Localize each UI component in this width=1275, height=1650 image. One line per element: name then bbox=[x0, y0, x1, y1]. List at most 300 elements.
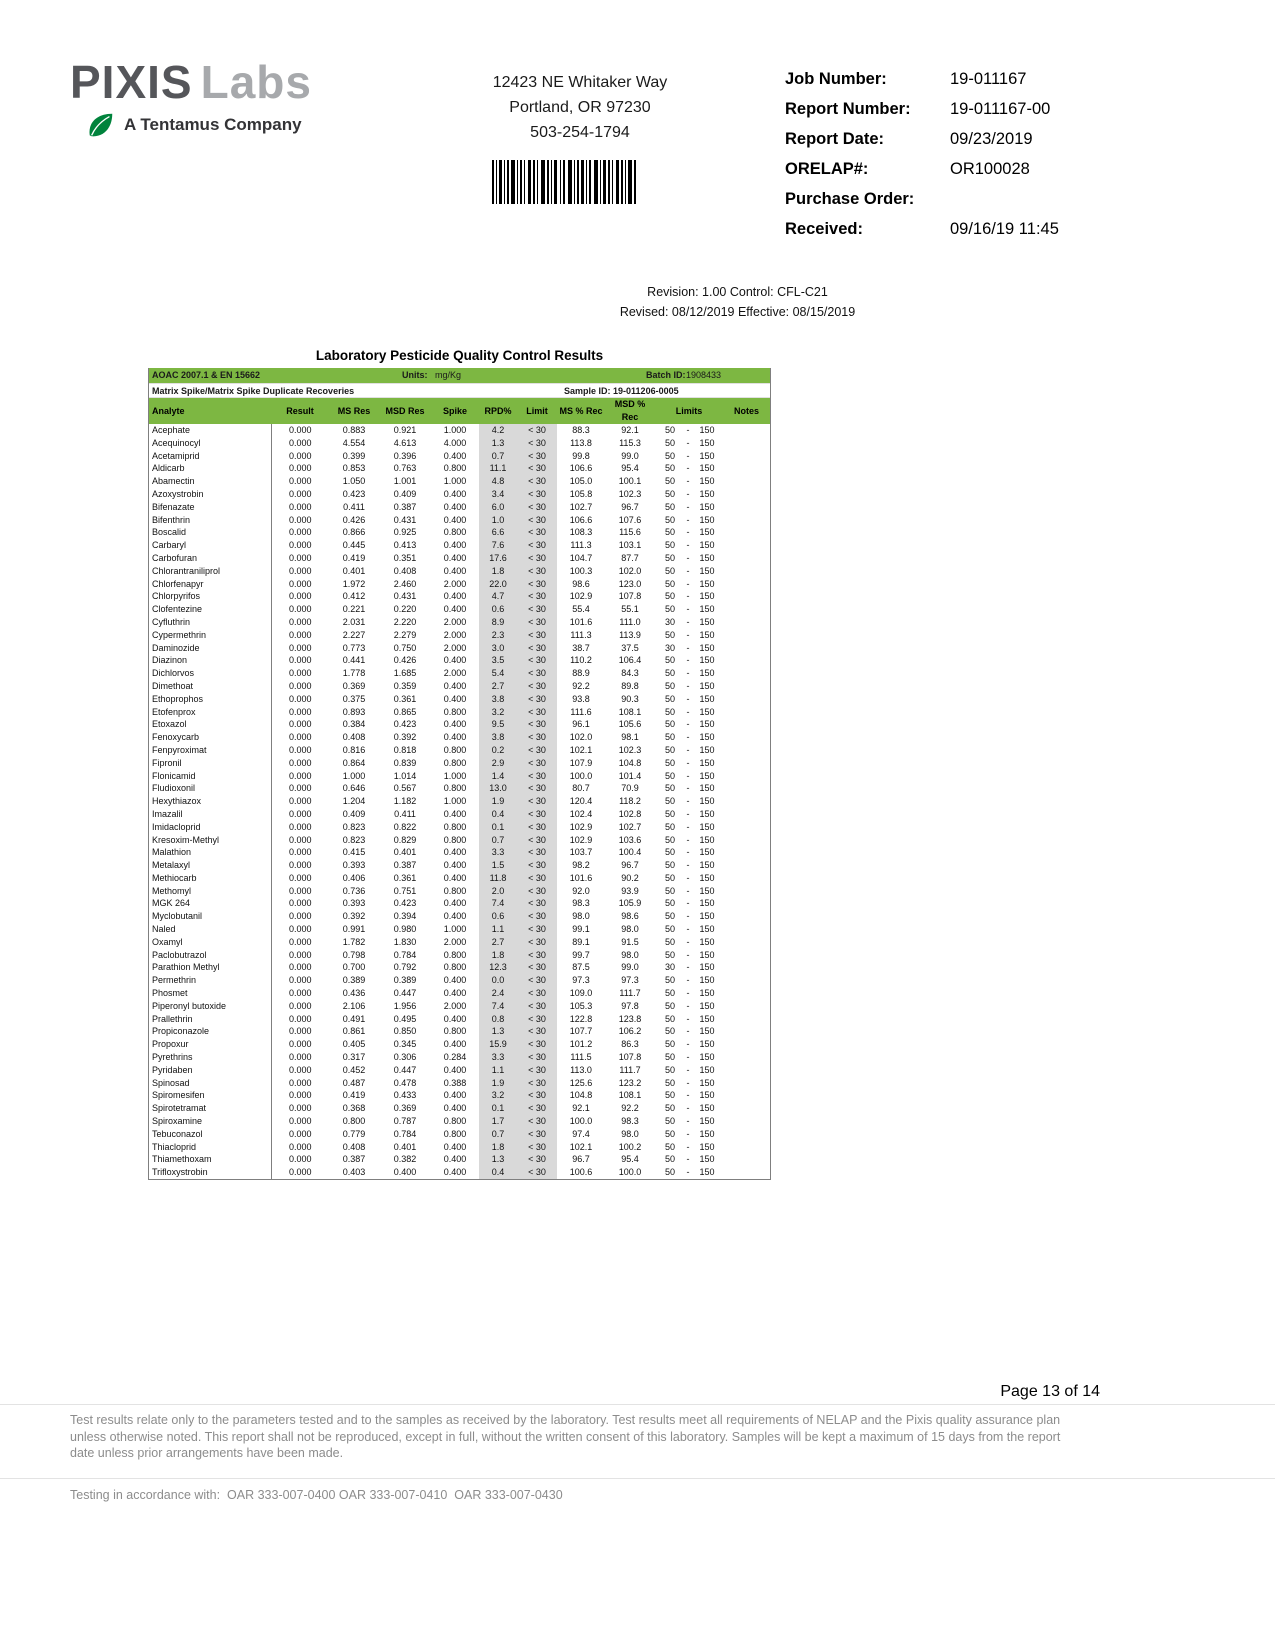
table-row bbox=[149, 1166, 770, 1179]
notes-cell bbox=[723, 526, 770, 539]
table-row bbox=[149, 1000, 770, 1013]
spike-cell: 2.000 bbox=[443, 629, 467, 640]
ms-res-cell: 0.406 bbox=[342, 872, 366, 883]
msd-res-cell: 2.460 bbox=[393, 578, 417, 589]
rpd-cell: 0.1 bbox=[479, 821, 517, 834]
table-row bbox=[149, 1089, 770, 1102]
qc-table bbox=[148, 368, 771, 1180]
table-row bbox=[149, 897, 770, 910]
spike-cell: 2.000 bbox=[443, 578, 467, 589]
col-header-analyte: Analyte bbox=[149, 398, 271, 424]
msd-res-cell: 0.839 bbox=[393, 757, 417, 768]
info-row-report-date bbox=[785, 130, 1205, 160]
msd-res-cell: 0.408 bbox=[393, 565, 417, 576]
notes-cell bbox=[723, 616, 770, 629]
result-cell: 0.000 bbox=[288, 463, 312, 474]
analyte-cell: Permethrin bbox=[149, 974, 271, 987]
analyte-cell: Fipronil bbox=[149, 757, 271, 770]
limit-cell: < 30 bbox=[517, 488, 557, 501]
result-cell: 0.000 bbox=[288, 540, 312, 551]
ms-rec-cell: 92.0 bbox=[572, 885, 590, 896]
msd-rec-cell: 89.8 bbox=[621, 680, 639, 691]
table-row bbox=[149, 514, 770, 527]
ms-rec-cell: 99.8 bbox=[572, 450, 590, 461]
msd-res-cell: 0.411 bbox=[394, 808, 416, 819]
spike-cell: 2.000 bbox=[443, 642, 467, 653]
orelap-value: OR100028 bbox=[950, 160, 1030, 178]
limit-cell: < 30 bbox=[517, 693, 557, 706]
rpd-cell: 3.2 bbox=[479, 706, 517, 719]
ms-rec-cell: 93.8 bbox=[572, 693, 590, 704]
msd-res-cell: 0.792 bbox=[393, 962, 417, 973]
spike-cell: 0.400 bbox=[443, 732, 467, 743]
analyte-cell: Paclobutrazol bbox=[149, 949, 271, 962]
ms-rec-cell: 55.4 bbox=[572, 604, 590, 615]
msd-rec-cell: 87.7 bbox=[621, 552, 639, 563]
msd-res-cell: 0.980 bbox=[393, 924, 417, 935]
ms-res-cell: 0.369 bbox=[342, 680, 366, 691]
rpd-cell: 12.3 bbox=[479, 961, 517, 974]
received-label: Received: bbox=[785, 220, 863, 238]
rpd-cell: 3.2 bbox=[479, 1089, 517, 1102]
analyte-cell: Acetamiprid bbox=[149, 450, 271, 463]
msd-res-cell: 1.014 bbox=[393, 770, 417, 781]
analyte-cell: Thiamethoxam bbox=[149, 1153, 271, 1166]
limits-cell: 50 - 150 bbox=[664, 924, 715, 935]
msd-rec-cell: 123.8 bbox=[618, 1013, 642, 1024]
notes-cell bbox=[723, 1089, 770, 1102]
orelap-label: ORELAP#: bbox=[785, 160, 869, 178]
column-header-row bbox=[149, 398, 770, 424]
result-cell: 0.000 bbox=[288, 616, 312, 627]
analyte-cell: Methiocarb bbox=[149, 872, 271, 885]
ms-res-cell: 0.399 bbox=[342, 450, 366, 461]
table-row bbox=[149, 923, 770, 936]
ms-rec-cell: 96.7 bbox=[572, 1154, 590, 1165]
analyte-cell: Abamectin bbox=[149, 475, 271, 488]
msd-res-cell: 0.850 bbox=[393, 1026, 417, 1037]
notes-cell bbox=[723, 782, 770, 795]
limit-cell: < 30 bbox=[517, 603, 557, 616]
limit-cell: < 30 bbox=[517, 501, 557, 514]
result-cell: 0.000 bbox=[288, 821, 312, 832]
ms-res-cell: 0.816 bbox=[342, 744, 366, 755]
ms-rec-cell: 105.0 bbox=[569, 476, 593, 487]
limit-cell: < 30 bbox=[517, 514, 557, 527]
table-row bbox=[149, 680, 770, 693]
analyte-cell: Imidacloprid bbox=[149, 821, 271, 834]
result-cell: 0.000 bbox=[288, 796, 312, 807]
msd-res-cell: 1.001 bbox=[393, 476, 417, 487]
notes-cell bbox=[723, 770, 770, 783]
table-row bbox=[149, 1051, 770, 1064]
result-cell: 0.000 bbox=[288, 1103, 312, 1114]
ms-res-cell: 0.419 bbox=[342, 552, 366, 563]
batch-id-label: Batch ID: bbox=[646, 370, 686, 380]
ms-rec-cell: 99.7 bbox=[572, 949, 590, 960]
msd-res-cell: 0.401 bbox=[393, 1141, 417, 1152]
msd-res-cell: 0.396 bbox=[393, 450, 417, 461]
rpd-cell: 1.1 bbox=[479, 1064, 517, 1077]
rpd-cell: 9.5 bbox=[479, 718, 517, 731]
spike-cell: 0.800 bbox=[443, 821, 467, 832]
table-row bbox=[149, 974, 770, 987]
result-cell: 0.000 bbox=[288, 578, 312, 589]
notes-cell bbox=[723, 706, 770, 719]
msd-rec-cell: 90.2 bbox=[621, 872, 639, 883]
result-cell: 0.000 bbox=[288, 668, 312, 679]
ms-res-cell: 0.403 bbox=[342, 1167, 366, 1178]
ms-rec-cell: 102.9 bbox=[569, 591, 593, 602]
limit-cell: < 30 bbox=[517, 1025, 557, 1038]
ms-res-cell: 1.972 bbox=[342, 578, 366, 589]
notes-cell bbox=[723, 629, 770, 642]
limit-cell: < 30 bbox=[517, 654, 557, 667]
ms-rec-cell: 109.0 bbox=[569, 988, 593, 999]
ms-res-cell: 0.853 bbox=[342, 463, 366, 474]
address-line-3: 503-254-1794 bbox=[530, 124, 630, 141]
limits-cell: 50 - 150 bbox=[664, 629, 715, 640]
ms-rec-cell: 122.8 bbox=[569, 1013, 593, 1024]
address-line-2: Portland, OR 97230 bbox=[509, 99, 651, 116]
result-cell: 0.000 bbox=[288, 719, 312, 730]
analyte-cell: Parathion Methyl bbox=[149, 961, 271, 974]
msd-res-cell: 0.394 bbox=[393, 911, 417, 922]
limit-cell: < 30 bbox=[517, 872, 557, 885]
limits-cell: 50 - 150 bbox=[664, 463, 715, 474]
table-row bbox=[149, 872, 770, 885]
msd-res-cell: 2.220 bbox=[393, 616, 417, 627]
result-cell: 0.000 bbox=[288, 693, 312, 704]
ms-rec-cell: 113.8 bbox=[570, 437, 592, 448]
rpd-cell: 1.9 bbox=[479, 1077, 517, 1090]
ms-res-cell: 0.883 bbox=[342, 425, 366, 435]
result-cell: 0.000 bbox=[288, 949, 312, 960]
ms-rec-cell: 105.8 bbox=[569, 488, 593, 499]
table-row bbox=[149, 795, 770, 808]
spike-cell: 0.800 bbox=[443, 834, 467, 845]
notes-cell bbox=[723, 936, 770, 949]
spike-cell: 0.284 bbox=[443, 1052, 467, 1063]
ms-rec-cell: 92.2 bbox=[572, 680, 590, 691]
limits-cell: 30 - 150 bbox=[664, 962, 715, 973]
rpd-cell: 1.8 bbox=[479, 949, 517, 962]
limit-cell: < 30 bbox=[517, 1038, 557, 1051]
msd-res-cell: 0.409 bbox=[393, 488, 417, 499]
msd-rec-cell: 86.3 bbox=[621, 1039, 639, 1050]
rpd-cell: 15.9 bbox=[479, 1038, 517, 1051]
table-row bbox=[149, 1038, 770, 1051]
result-cell: 0.000 bbox=[288, 962, 312, 973]
analyte-cell: Fenoxycarb bbox=[149, 731, 271, 744]
spike-cell: 0.800 bbox=[443, 527, 467, 538]
msd-res-cell: 0.818 bbox=[393, 744, 417, 755]
ms-res-cell: 0.393 bbox=[342, 860, 366, 871]
ms-res-cell: 0.823 bbox=[342, 821, 366, 832]
limit-cell: < 30 bbox=[517, 667, 557, 680]
table-row bbox=[149, 706, 770, 719]
col-header-notes: Notes bbox=[723, 398, 770, 424]
rpd-cell: 1.4 bbox=[479, 770, 517, 783]
table-row bbox=[149, 910, 770, 923]
table-row bbox=[149, 603, 770, 616]
ms-res-cell: 0.452 bbox=[342, 1064, 366, 1075]
msd-rec-cell: 98.0 bbox=[621, 924, 639, 935]
result-cell: 0.000 bbox=[288, 924, 312, 935]
msd-rec-cell: 96.7 bbox=[621, 860, 639, 871]
info-row-orelap bbox=[785, 160, 1205, 190]
spike-cell: 0.400 bbox=[443, 604, 467, 615]
msd-res-cell: 0.829 bbox=[393, 834, 417, 845]
notes-cell bbox=[723, 885, 770, 898]
limits-cell: 50 - 150 bbox=[664, 936, 715, 947]
ms-res-cell: 1.000 bbox=[342, 770, 366, 781]
msd-rec-cell: 84.3 bbox=[621, 668, 639, 679]
table-row bbox=[149, 488, 770, 501]
rpd-cell: 3.3 bbox=[479, 846, 517, 859]
sample-id bbox=[564, 384, 679, 399]
table-row bbox=[149, 718, 770, 731]
ms-res-cell: 0.392 bbox=[342, 911, 366, 922]
analyte-cell: Dichlorvos bbox=[149, 667, 271, 680]
limits-cell: 50 - 150 bbox=[664, 796, 715, 807]
analyte-cell: Acephate bbox=[149, 424, 271, 437]
limits-cell: 50 - 150 bbox=[664, 834, 715, 845]
ms-rec-cell: 111.3 bbox=[570, 629, 592, 640]
page-number: Page 13 of 14 bbox=[1000, 1383, 1100, 1400]
spike-cell: 0.400 bbox=[443, 565, 467, 576]
table-row bbox=[149, 629, 770, 642]
msd-res-cell: 0.925 bbox=[393, 527, 417, 538]
result-cell: 0.000 bbox=[288, 565, 312, 576]
msd-res-cell: 0.401 bbox=[393, 847, 417, 858]
msd-res-cell: 0.751 bbox=[393, 885, 417, 896]
rpd-cell: 17.6 bbox=[479, 552, 517, 565]
msd-rec-cell: 102.3 bbox=[618, 488, 642, 499]
ms-res-cell: 0.412 bbox=[342, 591, 366, 602]
rpd-cell: 1.8 bbox=[479, 565, 517, 578]
rpd-cell: 1.7 bbox=[479, 1115, 517, 1128]
limit-cell: < 30 bbox=[517, 1153, 557, 1166]
spike-cell: 0.400 bbox=[443, 1103, 467, 1114]
analyte-cell: Spinosad bbox=[149, 1077, 271, 1090]
analyte-cell: Hexythiazox bbox=[149, 795, 271, 808]
result-cell: 0.000 bbox=[288, 898, 312, 909]
limits-cell: 50 - 150 bbox=[664, 872, 715, 883]
revision-block bbox=[555, 282, 920, 322]
notes-cell bbox=[723, 821, 770, 834]
notes-cell bbox=[723, 731, 770, 744]
limits-cell: 50 - 150 bbox=[664, 744, 715, 755]
ms-res-cell: 0.800 bbox=[342, 1116, 366, 1127]
msd-rec-cell: 115.6 bbox=[619, 527, 641, 538]
limit-cell: < 30 bbox=[517, 424, 557, 437]
limit-cell: < 30 bbox=[517, 539, 557, 552]
table-row bbox=[149, 424, 770, 437]
analyte-cell: Cypermethrin bbox=[149, 629, 271, 642]
table-row bbox=[149, 437, 770, 450]
limit-cell: < 30 bbox=[517, 961, 557, 974]
rpd-cell: 0.6 bbox=[479, 910, 517, 923]
msd-rec-cell: 107.8 bbox=[618, 1052, 642, 1063]
notes-cell bbox=[723, 1077, 770, 1090]
limit-cell: < 30 bbox=[517, 1077, 557, 1090]
report-number-label: Report Number: bbox=[785, 100, 911, 118]
limits-cell: 50 - 150 bbox=[664, 501, 715, 512]
limit-cell: < 30 bbox=[517, 1128, 557, 1141]
analyte-cell: Bifenthrin bbox=[149, 514, 271, 527]
table-row bbox=[149, 1102, 770, 1115]
limits-cell: 50 - 150 bbox=[664, 488, 715, 499]
col-header-limits: Limits bbox=[655, 398, 723, 424]
spike-cell: 0.800 bbox=[443, 962, 467, 973]
purchase-order-label: Purchase Order: bbox=[785, 190, 915, 208]
result-cell: 0.000 bbox=[288, 425, 312, 435]
limits-cell: 50 - 150 bbox=[664, 1167, 715, 1178]
result-cell: 0.000 bbox=[288, 732, 312, 743]
limit-cell: < 30 bbox=[517, 949, 557, 962]
limits-cell: 50 - 150 bbox=[664, 450, 715, 461]
msd-res-cell: 0.431 bbox=[393, 514, 417, 525]
limits-cell: 50 - 150 bbox=[664, 552, 715, 563]
analyte-cell: Azoxystrobin bbox=[149, 488, 271, 501]
ms-rec-cell: 111.5 bbox=[570, 1052, 592, 1063]
rpd-cell: 1.5 bbox=[479, 859, 517, 872]
spike-cell: 2.000 bbox=[443, 1000, 467, 1011]
limit-cell: < 30 bbox=[517, 1115, 557, 1128]
rpd-cell: 2.0 bbox=[479, 885, 517, 898]
limit-cell: < 30 bbox=[517, 565, 557, 578]
result-cell: 0.000 bbox=[288, 1128, 312, 1139]
table-row bbox=[149, 590, 770, 603]
result-cell: 0.000 bbox=[288, 629, 312, 640]
notes-cell bbox=[723, 642, 770, 655]
result-cell: 0.000 bbox=[288, 860, 312, 871]
spike-cell: 0.400 bbox=[443, 1039, 467, 1050]
rpd-cell: 1.3 bbox=[479, 1025, 517, 1038]
msd-rec-cell: 95.4 bbox=[621, 1154, 639, 1165]
ms-rec-cell: 96.1 bbox=[572, 719, 590, 730]
ms-res-cell: 4.554 bbox=[342, 437, 366, 448]
result-cell: 0.000 bbox=[288, 501, 312, 512]
notes-cell bbox=[723, 462, 770, 475]
rpd-cell: 0.7 bbox=[479, 450, 517, 463]
msd-res-cell: 0.400 bbox=[393, 1167, 417, 1178]
notes-cell bbox=[723, 1153, 770, 1166]
limits-cell: 50 - 150 bbox=[664, 988, 715, 999]
analyte-cell: Methomyl bbox=[149, 885, 271, 898]
table-row bbox=[149, 667, 770, 680]
limits-cell: 50 - 150 bbox=[664, 437, 715, 448]
msd-rec-cell: 102.8 bbox=[618, 808, 642, 819]
result-cell: 0.000 bbox=[288, 847, 312, 858]
table-row bbox=[149, 1153, 770, 1166]
msd-res-cell: 0.567 bbox=[393, 783, 417, 794]
msd-rec-cell: 103.6 bbox=[618, 834, 642, 845]
rpd-cell: 22.0 bbox=[479, 578, 517, 591]
rpd-cell: 2.3 bbox=[479, 629, 517, 642]
msd-res-cell: 0.423 bbox=[393, 898, 417, 909]
sample-id-label: Sample ID: bbox=[564, 386, 611, 396]
notes-cell bbox=[723, 450, 770, 463]
msd-rec-cell: 99.0 bbox=[621, 450, 639, 461]
spike-cell: 0.400 bbox=[443, 591, 467, 602]
msd-rec-cell: 101.4 bbox=[618, 770, 642, 781]
analyte-cell: Oxamyl bbox=[149, 936, 271, 949]
notes-cell bbox=[723, 757, 770, 770]
limits-cell: 50 - 150 bbox=[664, 565, 715, 576]
limits-cell: 50 - 150 bbox=[664, 668, 715, 679]
rpd-cell: 0.4 bbox=[479, 1166, 517, 1179]
table-row bbox=[149, 475, 770, 488]
ms-rec-cell: 98.0 bbox=[572, 911, 590, 922]
table-row bbox=[149, 846, 770, 859]
spike-cell: 0.400 bbox=[443, 847, 467, 858]
msd-rec-cell: 105.6 bbox=[618, 719, 642, 730]
table-row bbox=[149, 731, 770, 744]
msd-res-cell: 2.279 bbox=[393, 629, 417, 640]
rpd-cell: 2.7 bbox=[479, 936, 517, 949]
analyte-cell: Ethoprophos bbox=[149, 693, 271, 706]
spike-cell: 1.000 bbox=[443, 476, 467, 487]
limit-cell: < 30 bbox=[517, 462, 557, 475]
analyte-cell: Myclobutanil bbox=[149, 910, 271, 923]
limits-cell: 50 - 150 bbox=[664, 975, 715, 986]
analyte-cell: Phosmet bbox=[149, 987, 271, 1000]
ms-res-cell: 0.389 bbox=[342, 975, 366, 986]
msd-rec-cell: 37.5 bbox=[621, 642, 639, 653]
ms-res-cell: 0.393 bbox=[342, 898, 366, 909]
spike-cell: 0.400 bbox=[443, 719, 467, 730]
msd-rec-cell: 55.1 bbox=[621, 604, 639, 615]
ms-res-cell: 0.405 bbox=[342, 1039, 366, 1050]
notes-cell bbox=[723, 987, 770, 1000]
report-date-value: 09/23/2019 bbox=[950, 130, 1033, 148]
ms-res-cell: 0.436 bbox=[342, 988, 366, 999]
notes-cell bbox=[723, 1051, 770, 1064]
notes-cell bbox=[723, 923, 770, 936]
rpd-cell: 8.9 bbox=[479, 616, 517, 629]
spike-cell: 0.400 bbox=[443, 1167, 467, 1178]
result-cell: 0.000 bbox=[288, 642, 312, 653]
notes-cell bbox=[723, 488, 770, 501]
table-method-row bbox=[149, 368, 770, 383]
spike-cell: 0.400 bbox=[443, 860, 467, 871]
table-row bbox=[149, 834, 770, 847]
notes-cell bbox=[723, 654, 770, 667]
msd-rec-cell: 70.9 bbox=[621, 783, 639, 794]
table-row bbox=[149, 1025, 770, 1038]
company-tagline: A Tentamus Company bbox=[124, 115, 302, 134]
ms-res-cell: 0.426 bbox=[342, 514, 366, 525]
ms-res-cell: 1.204 bbox=[342, 796, 366, 807]
msd-res-cell: 1.182 bbox=[393, 796, 417, 807]
result-cell: 0.000 bbox=[288, 1064, 312, 1075]
msd-res-cell: 0.921 bbox=[393, 425, 417, 435]
ms-res-cell: 2.106 bbox=[342, 1000, 366, 1011]
result-cell: 0.000 bbox=[288, 450, 312, 461]
notes-cell bbox=[723, 424, 770, 437]
spike-cell: 0.800 bbox=[443, 463, 467, 474]
ms-rec-cell: 97.3 bbox=[572, 975, 590, 986]
notes-cell bbox=[723, 910, 770, 923]
ms-res-cell: 0.736 bbox=[342, 885, 366, 896]
rpd-cell: 1.0 bbox=[479, 514, 517, 527]
limits-cell: 50 - 150 bbox=[664, 719, 715, 730]
msd-res-cell: 0.763 bbox=[393, 463, 417, 474]
ms-rec-cell: 108.3 bbox=[569, 527, 593, 538]
msd-rec-cell: 102.0 bbox=[618, 565, 642, 576]
